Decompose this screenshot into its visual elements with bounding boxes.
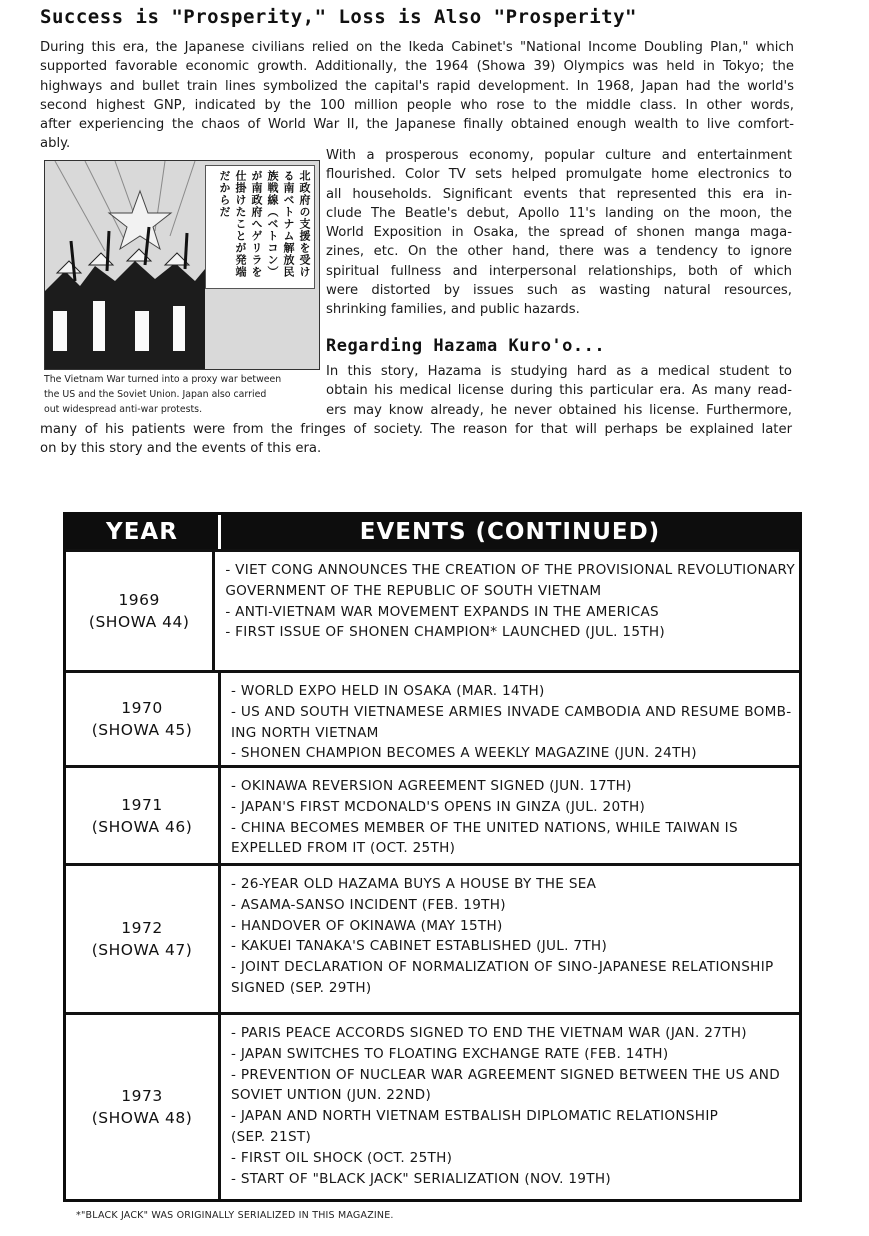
event-line: - JOINT DECLARATION OF NORMALIZATION OF SINO-JAPANESE RELATIONSHIP [231,959,774,976]
table-row [66,549,799,670]
text-line: ably. [40,136,71,152]
era-label: (SHOWA 48) [91,1109,193,1127]
event-line: - FIRST OIL SHOCK (OCT. 25TH) [231,1149,453,1166]
text-line: supported favorable economic growth. Additionally, the 1964 (Showa 39) Olympics was held in Tokyo; the [40,59,794,75]
text-line: second highest GNP, indicated by the 100 million people who rose to the middle class. In other words, [40,97,794,113]
table-row [66,670,799,765]
event-line: - SHONEN CHAMPION BECOMES A WEEKLY MAGAZINE (JUN. 24TH) [231,745,697,762]
event-line: SIGNED (SEP. 29TH) [231,979,372,996]
event-line: - 26-YEAR OLD HAZAMA BUYS A HOUSE BY THE SEA [231,876,597,892]
event-line: SOVIET UNTION (JUN. 22ND) [231,1087,432,1104]
year-label: 1969 [118,591,160,609]
text-line: after experiencing the chaos of World War II, the Japanese finally obtained enough wealth to live comfort- [40,117,794,133]
hazama-paragraph [326,362,792,420]
event-line: GOVERNMENT OF THE REPUBLIC OF SOUTH VIETNAM [225,582,602,599]
event-line: - JAPAN SWITCHES TO FLOATING EXCHANGE RATE (FEB. 14TH) [231,1045,669,1062]
event-line: - CHINA BECOMES MEMBER OF THE UNITED NATIONS, WHILE TAIWAN IS [231,819,738,836]
text-line: During this era, the Japanese civilians relied on the Ikeda Cabinet's "National Income Doubling Plan," which [40,40,794,55]
year-label: 1971 [121,795,163,814]
caption-line: out widespread anti-war protests. [44,404,203,415]
year-cell [66,673,221,765]
event-line: - ANTI-VIETNAM WAR MOVEMENT EXPANDS IN THE AMERICAS [225,603,659,620]
text-line: spiritual fullness and interpersonal relationships, both of which [326,263,792,279]
era-label: (SHOWA 45) [91,721,193,739]
text-line: clude The Beatle's debut, Apollo 11's landing on the moon, the [326,205,792,221]
event-line: - START OF "BLACK JACK" SERIALIZATION (NOV. 19TH) [231,1170,611,1187]
japanese-caption: 北政府の支援を受ける南ベトナム解放民族戦線（ベトコン）が南政府へゲリラを仕掛けたことが発端だからだ [205,165,315,289]
year-label: 1970 [121,699,163,717]
section-heading-hazama: Regarding Hazama Kuro'o... [326,336,606,356]
table-row [66,765,799,863]
text-line: World Exposition in Osaka, the spread of shonen manga maga- [326,225,792,241]
event-line: - OKINAWA REVERSION AGREEMENT SIGNED (JUN. 17TH) [231,778,632,794]
event-line: - KAKUEI TANAKA'S CABINET ESTABLISHED (JUL. 7TH) [231,938,608,955]
year-cell [66,552,215,670]
year-cell [66,1015,221,1199]
era-label: (SHOWA 44) [88,613,190,631]
events-cell [221,768,799,863]
text-line: ers may know already, he never obtained his license. Furthermore, [326,402,792,418]
events-timeline-table [63,512,802,1202]
text-line: many of his patients were from the fringes of society. The reason for that will perhaps be explained later [40,422,792,437]
era-label: (SHOWA 47) [91,941,193,959]
illustration-caption [44,372,322,417]
vietnam-war-illustration [44,160,320,370]
footnote: *"BLACK JACK" WAS ORIGINALLY SERIALIZED IN THIS MAGAZINE. [76,1210,394,1221]
era-label: (SHOWA 46) [91,817,193,836]
text-line: flourished. Color TV sets helped promulgate home electronics to [326,167,792,183]
text-line: shrinking families, and public hazards. [326,302,580,318]
text-line: all households. Significant events that represented this era in- [326,186,792,202]
event-line: (SEP. 21ST) [231,1128,312,1145]
caption-line: The Vietnam War turned into a proxy war between [44,374,282,385]
culture-paragraph [326,146,792,320]
year-column-header: YEAR [66,515,221,549]
caption-line: the US and the Soviet Union. Japan also carried [44,389,267,400]
event-line: - WORLD EXPO HELD IN OSAKA (MAR. 14TH) [231,683,545,699]
event-line: - VIET CONG ANNOUNCES THE CREATION OF THE PROVISIONAL REVOLUTIONARY [225,562,795,578]
text-line: With a prosperous economy, popular culture and entertainment [326,148,792,163]
events-column-header: EVENTS (CONTINUED) [359,519,661,545]
events-cell [221,866,799,1012]
text-line: zines, etc. On the other hand, there was a tendency to ignore [326,244,792,260]
events-cell [221,1015,799,1199]
text-line: were distorted by issues such as wasting natural resources, [326,283,792,299]
event-line: - ASAMA-SANSO INCIDENT (FEB. 19TH) [231,896,506,913]
events-cell [215,552,799,670]
events-cell [221,673,799,765]
table-header [66,515,799,549]
event-line: ING NORTH VIETNAM [231,724,379,741]
event-line: - PARIS PEACE ACCORDS SIGNED TO END THE VIETNAM WAR (JAN. 27TH) [231,1025,747,1041]
hazama-paragraph-continued [40,420,792,459]
event-line: EXPELLED FROM IT (OCT. 25TH) [231,840,456,857]
event-line: - JAPAN'S FIRST MCDONALD'S OPENS IN GINZA (JUL. 20TH) [231,798,646,815]
event-line: - JAPAN AND NORTH VIETNAM ESTBALISH DIPLOMATIC RELATIONSHIP [231,1108,719,1125]
year-cell [66,866,221,1012]
text-line: on by this story and the events of this era. [40,441,322,457]
event-line: - PREVENTION OF NUCLEAR WAR AGREEMENT SIGNED BETWEEN THE US AND [231,1066,781,1083]
year-label: 1972 [121,919,163,937]
text-line: In this story, Hazama is studying hard as a medical student to [326,364,792,379]
section-heading-prosperity: Success is "Prosperity," Loss is Also "Prosperity" [40,6,637,28]
intro-paragraph [40,38,794,154]
year-cell [66,768,221,863]
table-row [66,863,799,1012]
text-line: obtain his medical license during this particular era. As many read- [326,383,792,399]
year-label: 1973 [121,1087,163,1105]
text-line: highways and bullet train lines symbolized the capital's rapid development. In 1968, Japan had the world's [40,78,794,94]
event-line: - US AND SOUTH VIETNAMESE ARMIES INVADE CAMBODIA AND RESUME BOMB- [231,703,792,720]
event-line: - HANDOVER OF OKINAWA (MAY 15TH) [231,917,503,934]
event-line: - FIRST ISSUE OF SHONEN CHAMPION* LAUNCHED (JUL. 15TH) [225,624,665,641]
table-row [66,1012,799,1199]
